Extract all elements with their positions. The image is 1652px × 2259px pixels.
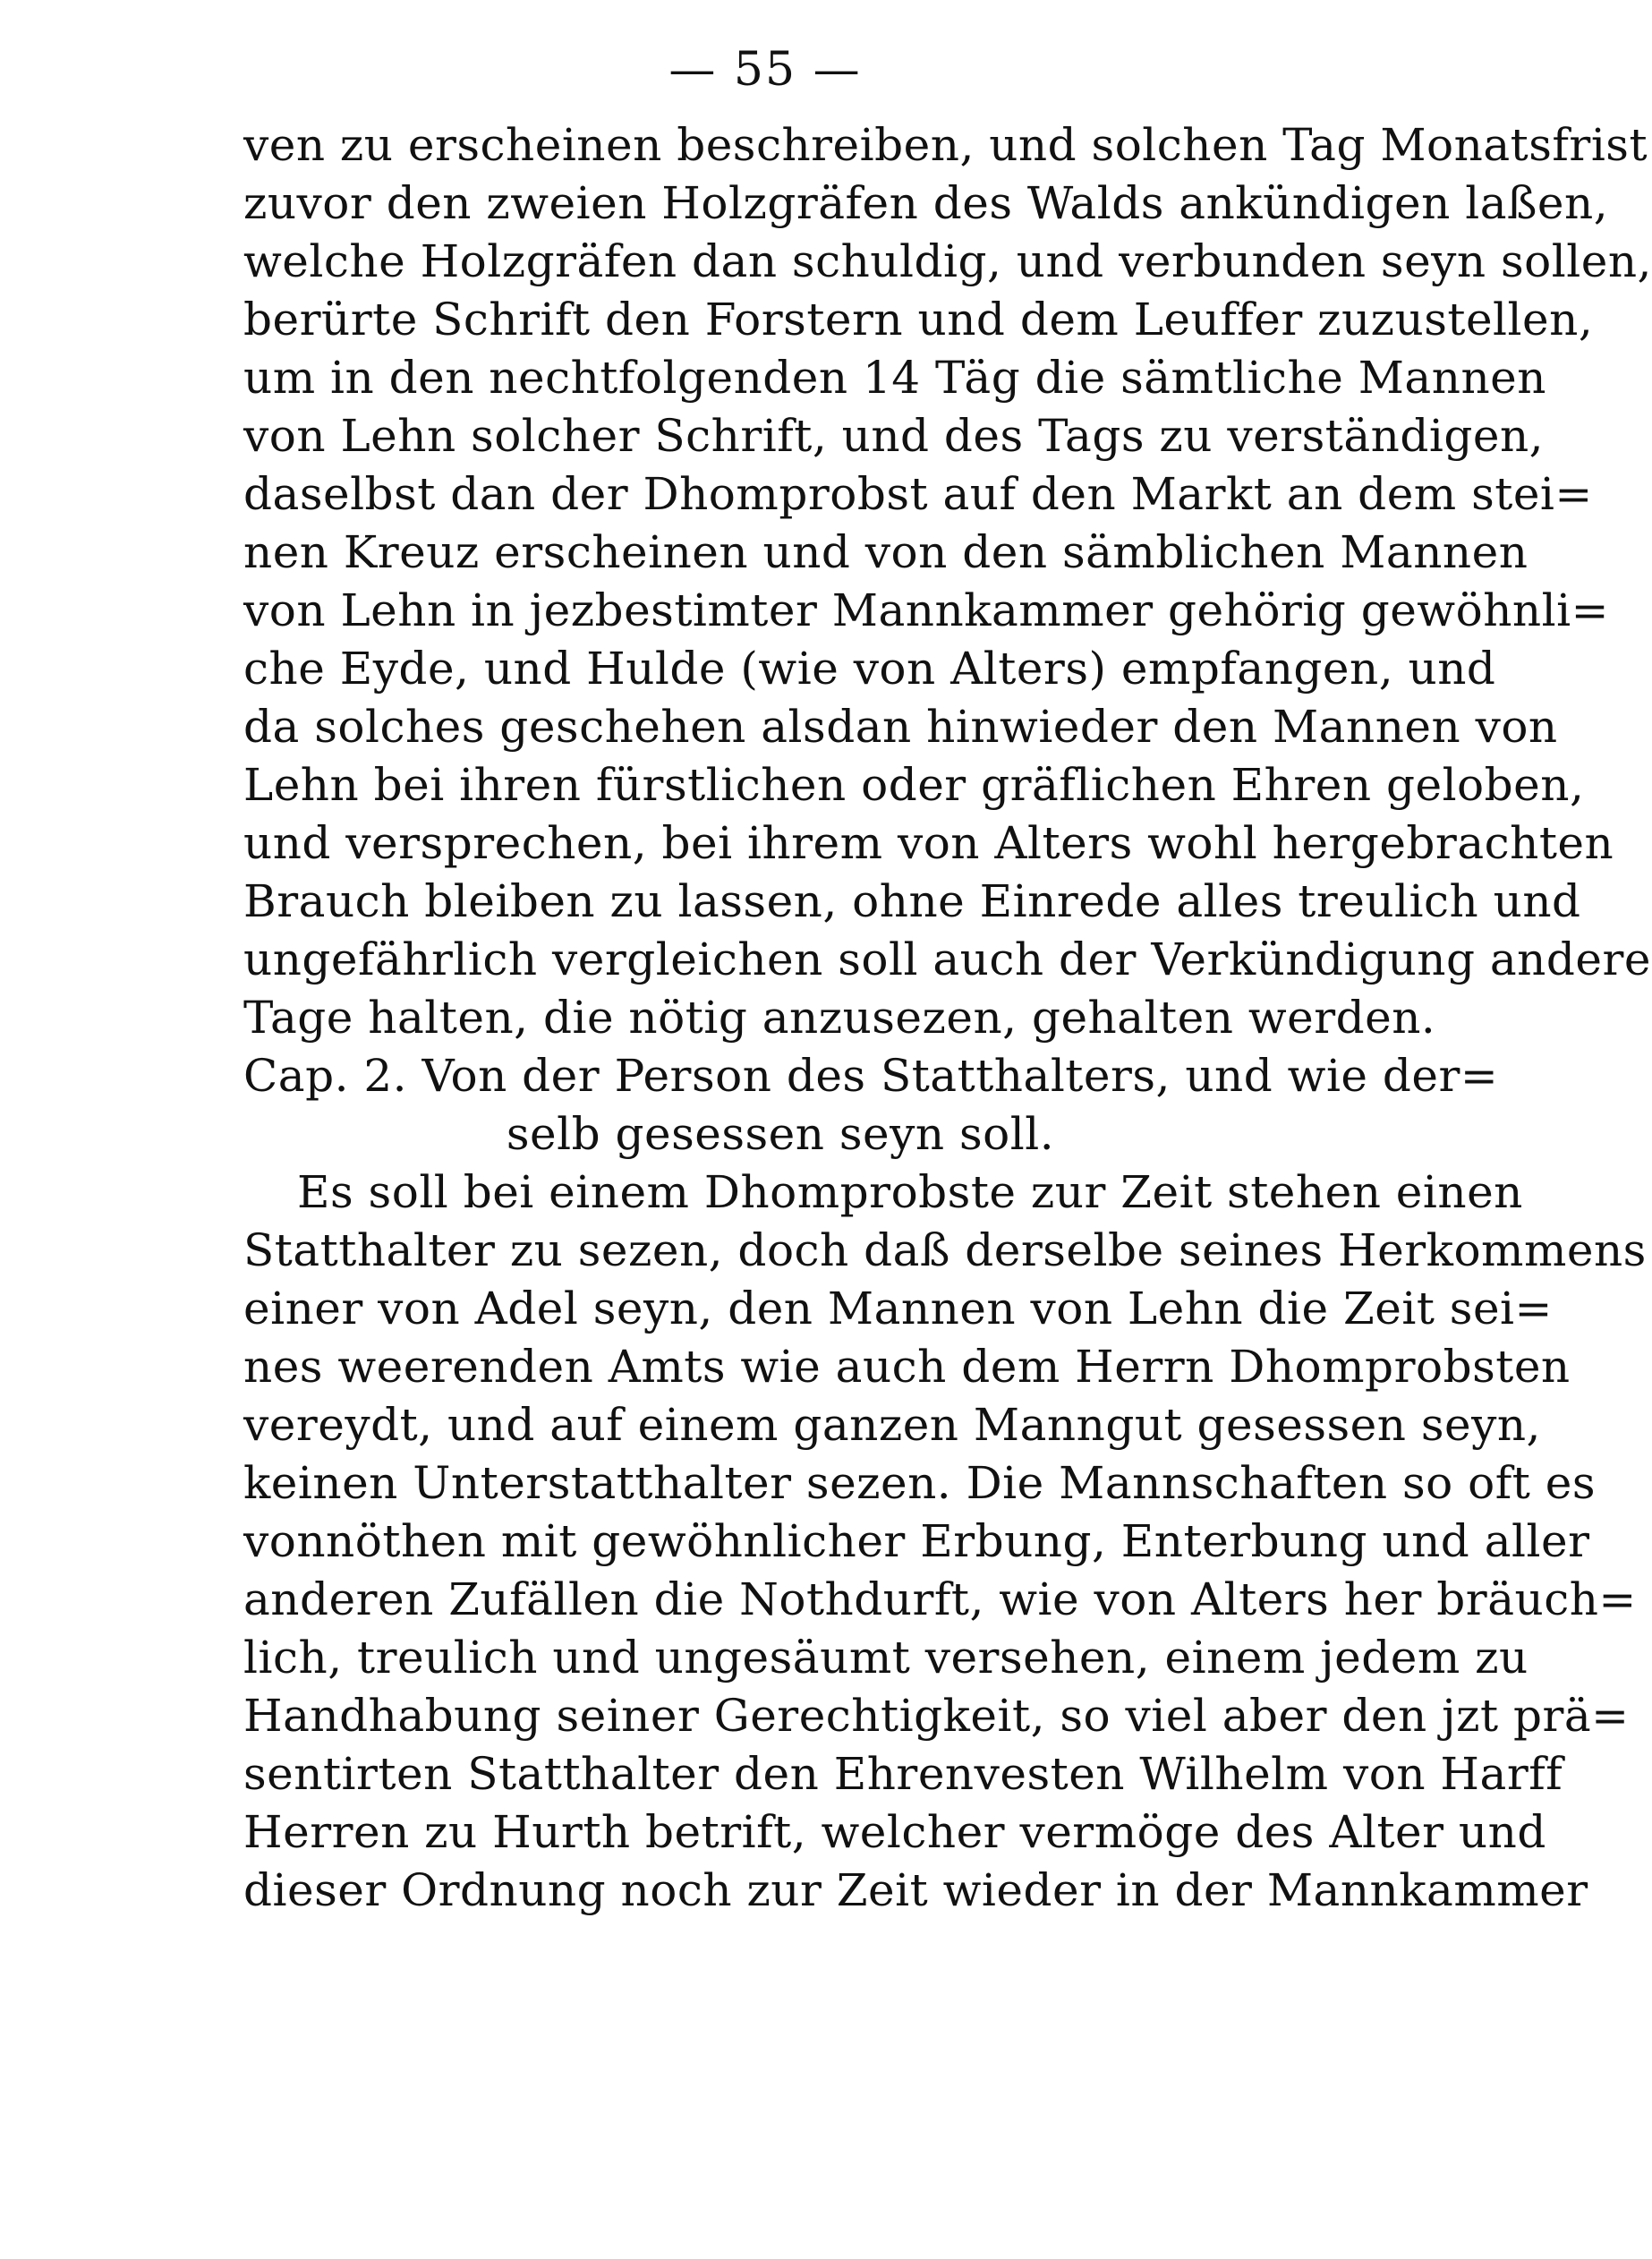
text-line: Tage halten, die nötig anzusezen, gehalten werden. xyxy=(243,992,1436,1044)
text-line: Es soll bei einem Dhomprobste zur Zeit stehen einen xyxy=(297,1166,1523,1218)
text-line: welche Holzgräfen dan schuldig, und verbunden seyn sollen, xyxy=(243,235,1652,287)
text-line: ven zu erscheinen beschreiben, und solchen Tag Monatsfrist xyxy=(243,119,1648,171)
text-line: Herren zu Hurth betrift, welcher vermöge des Alter und xyxy=(243,1806,1546,1858)
text-line: von Lehn solcher Schrift, und des Tags zu verständigen, xyxy=(243,410,1545,462)
chapter-heading: Cap. 2. Von der Person des Statthalters, und wie der= xyxy=(243,1050,1499,1102)
page-number: — 55 — xyxy=(668,43,862,97)
text-line: und versprechen, bei ihrem von Alters wohl hergebrachten xyxy=(243,817,1614,869)
text-line: keinen Unterstatthalter sezen. Die Mannschaften so oft es xyxy=(243,1457,1597,1509)
text-line: Handhabung seiner Gerechtigkeit, so viel aber den jzt prä= xyxy=(243,1690,1630,1742)
text-line: che Eyde, und Hulde (wie von Alters) empfangen, und xyxy=(243,643,1496,695)
text-line: einer von Adel seyn, den Mannen von Lehn die Zeit sei= xyxy=(243,1283,1553,1334)
text-line: da solches geschehen alsdan hinwieder den Mannen von xyxy=(243,701,1558,753)
text-line: ungefährlich vergleichen soll auch der Verkündigung andere xyxy=(243,933,1651,985)
body-text xyxy=(243,116,1652,1920)
text-line: Lehn bei ihren fürstlichen oder gräflichen Ehren geloben, xyxy=(243,759,1585,811)
text-line: Statthalter zu sezen, doch daß derselbe seines Herkommens xyxy=(243,1224,1647,1276)
text-line: dieser Ordnung noch zur Zeit wieder in der Mannkammer xyxy=(243,1864,1588,1916)
text-line: berürte Schrift den Forstern und dem Leuffer zuzustellen, xyxy=(243,294,1594,345)
text-line: vereydt, und auf einem ganzen Manngut gesessen seyn, xyxy=(243,1399,1541,1451)
text-line: nen Kreuz erscheinen und von den sämblichen Mannen xyxy=(243,526,1529,578)
text-line: um in den nechtfolgenden 14 Täg die sämtliche Mannen xyxy=(243,352,1546,404)
text-line: Brauch bleiben zu lassen, ohne Einrede alles treulich und xyxy=(243,875,1581,927)
text-line: daselbst dan der Dhomprobst auf den Markt an dem stei= xyxy=(243,468,1593,520)
text-line: lich, treulich und ungesäumt versehen, einem jedem zu xyxy=(243,1632,1529,1684)
chapter-heading-continuation: selb gesessen seyn soll. xyxy=(506,1108,1055,1160)
text-line: von Lehn in jezbestimter Mannkammer gehörig gewöhnli= xyxy=(243,584,1609,636)
text-line: nes weerenden Amts wie auch dem Herrn Dhomprobsten xyxy=(243,1341,1571,1393)
text-line: vonnöthen mit gewöhnlicher Erbung, Enterbung und aller xyxy=(243,1515,1590,1567)
text-line: zuvor den zweien Holzgräfen des Walds ankündigen laßen, xyxy=(243,177,1609,229)
text-line: sentirten Statthalter den Ehrenvesten Wilhelm von Harff xyxy=(243,1748,1563,1800)
text-line: anderen Zufällen die Nothdurft, wie von Alters her bräuch= xyxy=(243,1573,1637,1625)
